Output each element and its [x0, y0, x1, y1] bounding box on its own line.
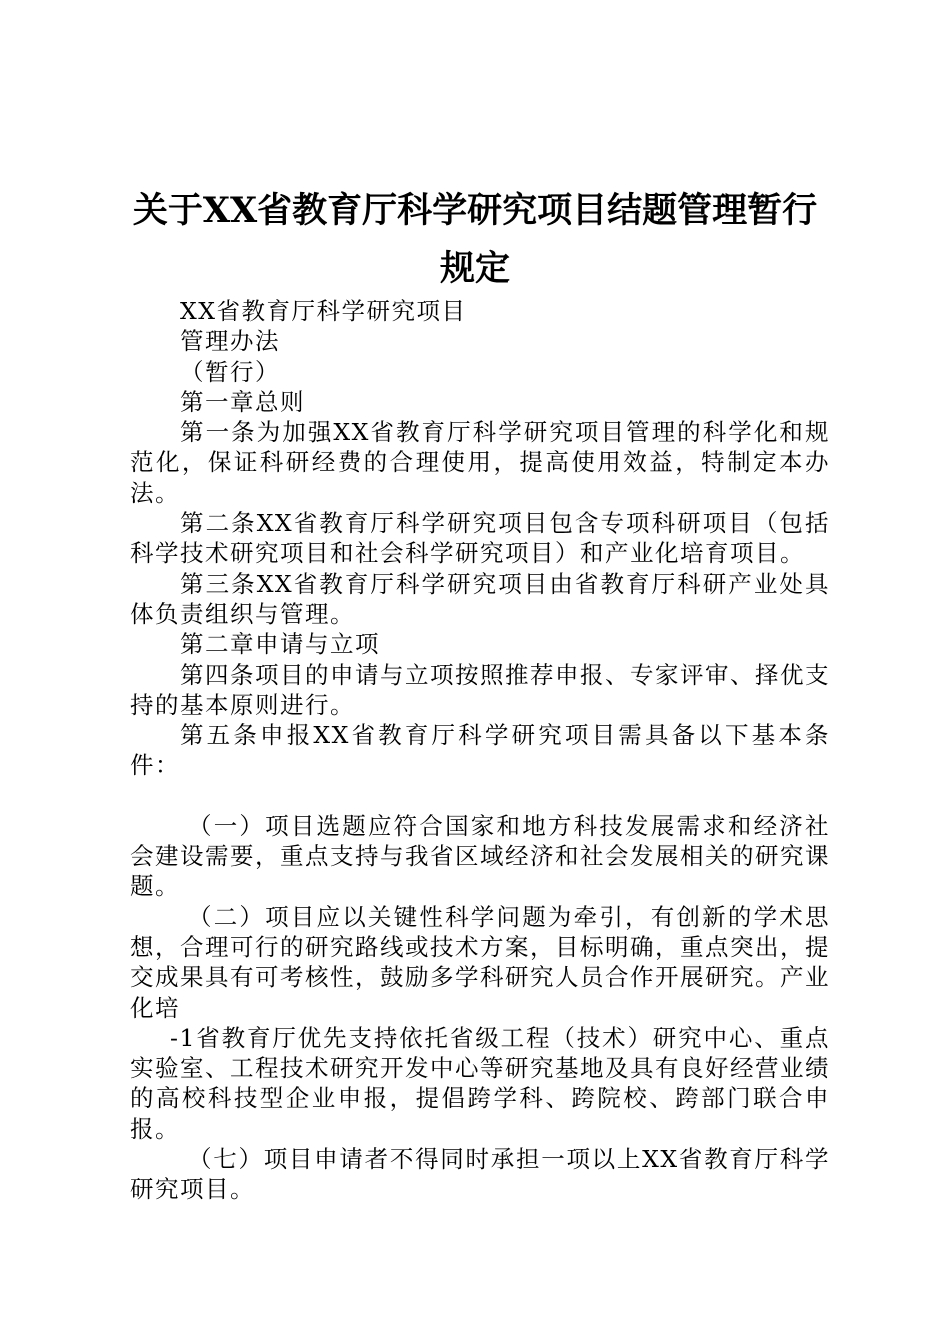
title-line-2: 规定	[439, 248, 510, 289]
header-line-3: （暂行）	[180, 357, 280, 386]
document-body	[130, 296, 830, 1205]
header-line-2: 管理办法	[180, 327, 280, 356]
condition-item-2: （二）项目应以关键性科学问题为牵引，有创新的学术思想，合理可行的研究路线或技术方案，目标明确，重点突出，提交成果具有可考核性，鼓励多学科研究人员合作开展研究。产业化培	[130, 902, 830, 1022]
article-1: 第一条为加强XX省教育厅科学研究项目管理的科学化和规范化，保证科研经费的合理使用，提高使用效益，特制定本办法。	[130, 418, 830, 507]
paragraph-gap	[130, 781, 830, 811]
chapter-1-heading: 第一章总则	[180, 387, 305, 416]
document-title	[0, 182, 950, 298]
condition-item-7: （七）项目申请者不得同时承担一项以上XX省教育厅科学研究项目。	[130, 1145, 830, 1204]
article-2: 第二条XX省教育厅科学研究项目包含专项科研项目（包括科学技术研究项目和社会科学研究项目）和产业化培育项目。	[130, 509, 830, 568]
title-line-1: 关于XX省教育厅科学研究项目结题管理暂行	[132, 190, 818, 231]
condition-fragment: -1省教育厅优先支持依托省级工程（技术）研究中心、重点实验室、工程技术研究开发中心等研究基地及具有良好经营业绩的高校科技型企业申报，提倡跨学科、跨院校、跨部门联合申报。	[130, 1023, 830, 1143]
article-4: 第四条项目的申请与立项按照推荐申报、专家评审、择优支持的基本原则进行。	[130, 660, 830, 719]
condition-item-1: （一）项目选题应符合国家和地方科技发展需求和经济社会建设需要，重点支持与我省区域经济和社会发展相关的研究课题。	[130, 811, 830, 901]
header-line-1: XX省教育厅科学研究项目	[180, 297, 467, 325]
article-5: 第五条申报XX省教育厅科学研究项目需具备以下基本条件：	[130, 721, 830, 780]
article-3: 第三条XX省教育厅科学研究项目由省教育厅科研产业处具体负责组织与管理。	[130, 569, 830, 628]
chapter-2-heading: 第二章申请与立项	[180, 630, 380, 659]
